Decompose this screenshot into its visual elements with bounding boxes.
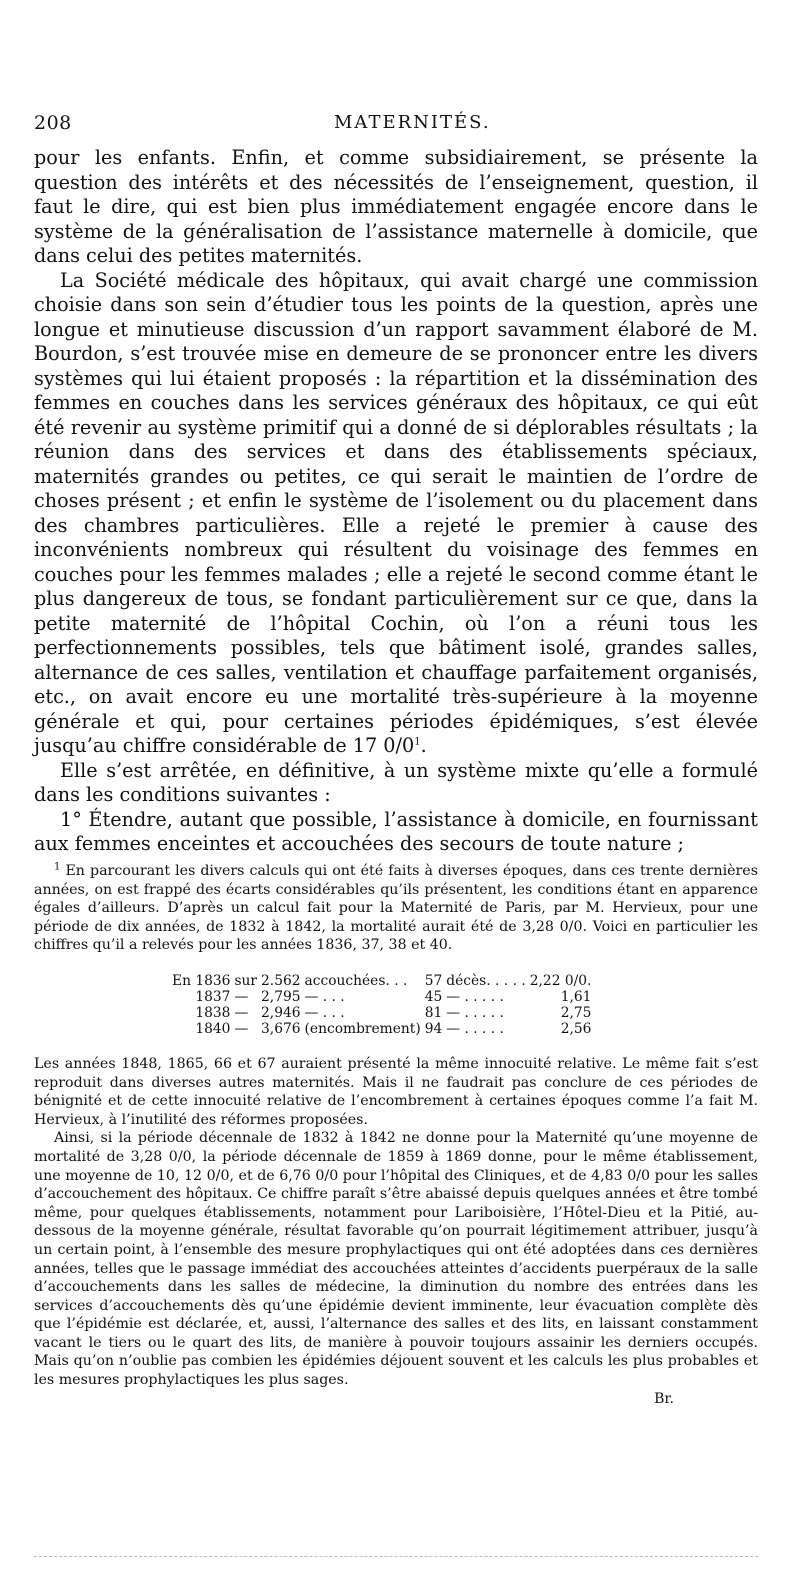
footnote-reference: 1 (414, 736, 421, 748)
row-pct: 2,22 0/0. (529, 972, 592, 989)
row-year: En 1836 (172, 972, 231, 989)
page-header (34, 112, 758, 138)
row-deces: 81 (424, 1004, 443, 1021)
row-sep: sur (234, 972, 258, 989)
row-deces: 57 (424, 972, 443, 989)
paragraph-text: La Société médicale des hôpitaux, qui avait chargé une commission choisie dans son sein d’étudier tous les points de la question, après une longue et minutieuse discussion d’un rapport savamment élaboré de M. Bourdon, s’est trouvée mise en demeure de se prononcer entre les divers systèmes qui lui étaient proposés : la répartition et la dissémination des femmes en couches dans les services généraux des hôpitaux, ce qui eût été revenir au système primitif qui a donné de si déplorables résultats ; la réunion dans des services et dans des établissements spéciaux, maternités grandes ou petites, ce qui serait le maintien de l’ordre de choses présent ; et enfin le système de l’isolement ou du placement dans des chambres particulières. Elle a rejeté le premier à cause des inconvénients nombreux qui résultent du voisinage des femmes en couches pour les femmes malades ; elle a rejeté le second comme étant le plus dangereux de tous, se fondant particulièrement sur ce que, dans la petite maternité de l’hôpital Cochin, où l’on a réuni tous les perfectionnements possibles, tels que bâtiment isolé, grandes salles, alternance de ces salles, ventilation et chauffage parfaitement organisés, etc., on avait encore eu une mortalité très-supérieure à la moyenne générale et qui, pour certaines périodes épidémiques, s’est élevée jusqu’au chiffre considérable de 17 0/0 (34, 268, 758, 757)
row-accouchees: 3,676 (261, 1020, 301, 1037)
row-deces: 94 (424, 1020, 443, 1037)
table-row (172, 989, 595, 1005)
bottom-rule (34, 1556, 758, 1557)
mortality-table (172, 973, 595, 1037)
row-pct: 2,75 (560, 1004, 592, 1021)
row-deces-label: — . . . . . (446, 1020, 504, 1037)
row-pct: 2,56 (560, 1020, 592, 1037)
footnote-intro (34, 862, 758, 955)
paragraph-continued: pour les enfants. Enfin, et comme subsidiairement, se présente la question des intérêts et des nécessités de l’enseignement, question, il faut le dire, qui est bien plus immédiatement engagée encore dans le système de la généralisation de l’assistance maternelle à domicile, que dans celui des petites maternités. (34, 146, 758, 267)
paragraph-systeme-mixte: Elle s’est arrêtée, en définitive, à un système mixte qu’elle a formulé dans les conditions suivantes : (34, 758, 758, 806)
row-accouchees: 2,946 (261, 1004, 301, 1021)
page-number: 208 (34, 112, 72, 134)
row-deces: 45 (424, 988, 443, 1005)
row-label: (encombrement) (304, 1020, 421, 1037)
row-deces-label: décès. . . . . (446, 972, 526, 989)
table-row (172, 1005, 595, 1021)
footnote-signature: Br. (654, 1390, 674, 1407)
footnote (34, 862, 758, 1408)
row-year: 1840 (195, 1020, 231, 1037)
row-label: — . . . (304, 1004, 345, 1021)
row-accouchees: 2.562 (261, 972, 301, 989)
footnote-marker: 1 (54, 861, 61, 873)
main-text (34, 146, 758, 857)
paragraph-societe-medicale (34, 269, 758, 759)
row-year: 1838 (195, 1004, 231, 1021)
row-pct: 1,61 (560, 988, 592, 1005)
footnote-paragraph-annees: Les années 1848, 1865, 66 et 67 auraient présenté la même innocuité relative. Le même fait s’est reproduit dans diverses autres maternités. Mais il ne faudrait pas conclure de ces périodes de bénignité et de cette innocuité relative de l’encombrement à certaines époques comme l’a fait M. Hervieux, à l’inutilité des réformes proposées. (34, 1055, 758, 1128)
paragraph-end-period: . (420, 734, 427, 757)
row-label: — . . . (304, 988, 345, 1005)
footnote-intro-text: En parcourant les divers calculs qui ont été faits à diverses époques, dans ces trente dernières années, on est frappé des écarts considérables qu’ils présentent, les conditions étant en apparence égales d’ailleurs. D’après un calcul fait pour la Maternité de Paris, par M. Hervieux, pour une période de dix années, de 1832 à 1842, la mortalité aurait été de 3,28 0/0. Voici en particulier les chiffres qu’il a relevés pour les années 1836, 37, 38 et 40. (34, 863, 758, 954)
row-deces-label: — . . . . . (446, 988, 504, 1005)
row-sep: — (234, 1020, 249, 1037)
running-title: MATERNITÉS. (334, 112, 491, 133)
footnote-paragraph-ainsi: Ainsi, si la période décennale de 1832 à 1842 ne donne pour la Maternité qu’une moyenne de mortalité de 3,28 0/0, la période décennale de 1859 à 1869 donne, pour le même établissement, une moyenne de 10, 12 0/0, et de 6,76 0/0 pour l’hôpital des Cliniques, et de 4,83 0/0 pour les salles d’accouchement des hôpitaux. Ce chiffre paraît s’être abaissé depuis quelques années et être tombé même, pour quelques établissements, notamment pour Lariboisière, l’Hôtel-Dieu et la Pitié, au-dessous de la moyenne générale, résultat favorable qu’on pourrait légitimement attribuer, jusqu’à un certain point, à l’ensemble des mesure prophylactiques qui ont été adoptées dans ces dernières années, telles que le passage immédiat des accouchées atteintes d’accidents puerpéraux de la salle d’accouchements dans les salles de médecine, la diminution du nombre des entrées dans les services d’accouchements dès qu’une épidémie devient imminente, leur évacuation complète dès que l’épidémie est déclarée, et, aussi, l’alternance des salles et des lits, en laissant constamment vacant le tiers ou le quart des lits, de manière à pouvoir toujours assainir les derniers occupés. Mais qu’on n’oublie pas combien les épidémies déjouent souvent et les calculs les plus probables et les mesures prophylactiques les plus sages. (34, 1130, 758, 1389)
row-deces-label: — . . . . . (446, 1004, 504, 1021)
table-row (172, 1021, 595, 1037)
row-accouchees: 2,795 (261, 988, 301, 1005)
table-row (172, 973, 595, 989)
row-sep: — (234, 1004, 249, 1021)
paragraph-condition-1: 1° Étendre, autant que possible, l’assistance à domicile, en fournissant aux femmes enceintes et accouchées des secours de toute nature ; (34, 807, 758, 855)
row-year: 1837 (195, 988, 231, 1005)
row-label: accouchées. . . (304, 972, 408, 989)
row-sep: — (234, 988, 249, 1005)
